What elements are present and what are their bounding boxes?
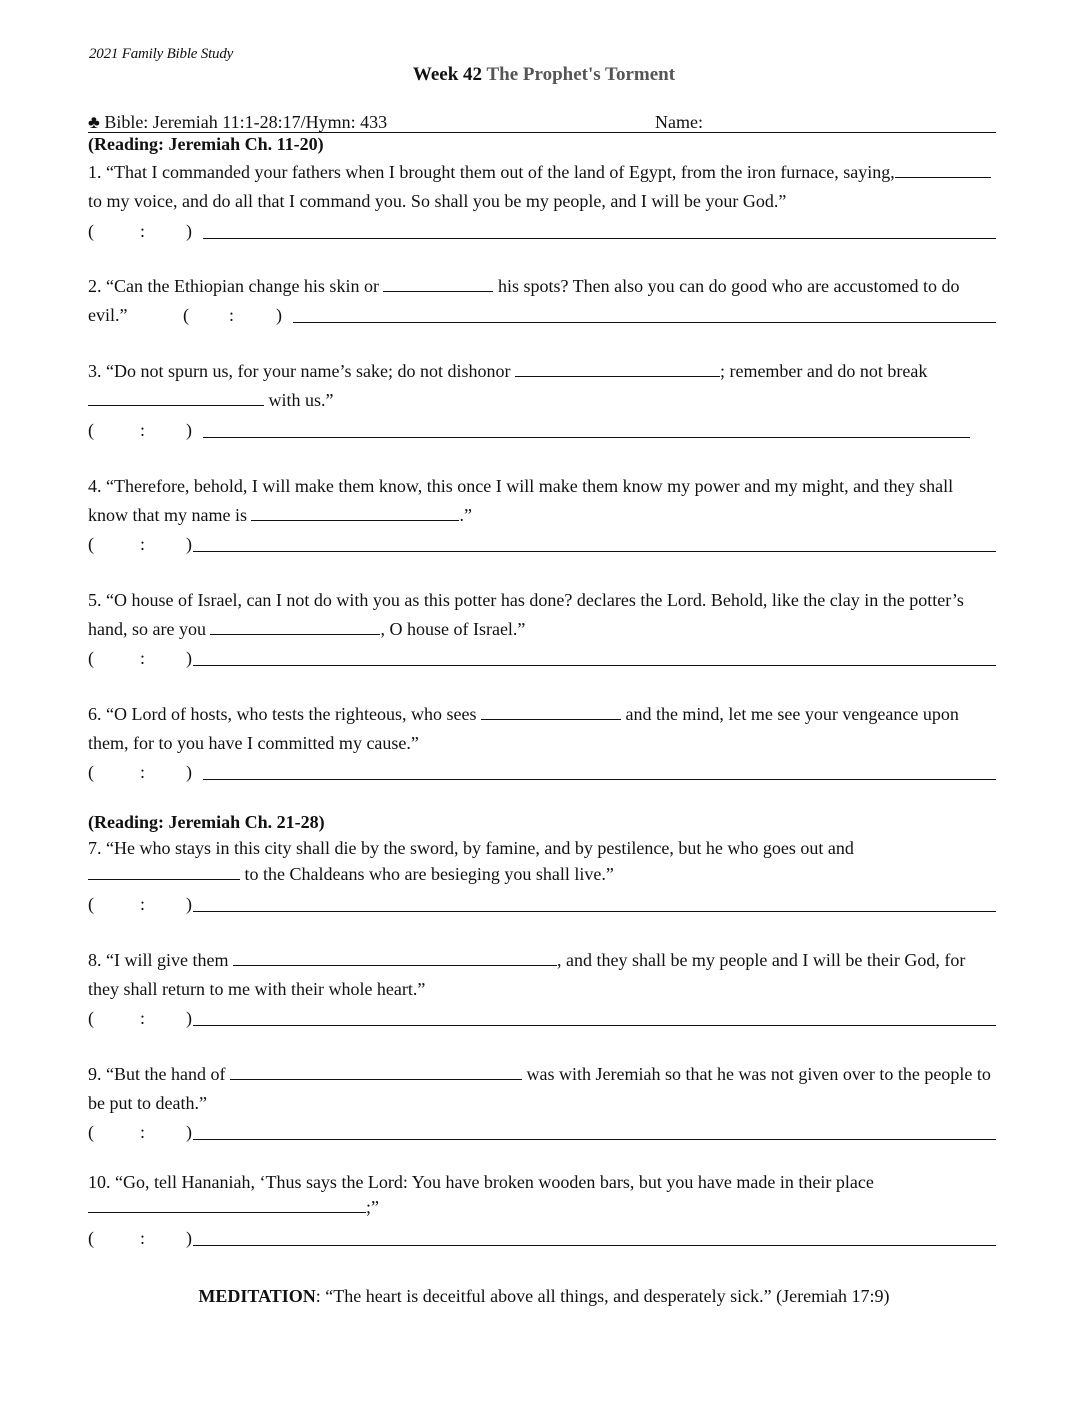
series-label: 2021 Family Bible Study	[89, 46, 234, 62]
verse-answer-line[interactable]	[203, 238, 996, 239]
close-paren: )	[186, 534, 192, 554]
reference-row	[88, 648, 996, 670]
question-text: with us.”	[264, 390, 334, 410]
open-paren: (	[88, 1008, 94, 1028]
colon: :	[140, 894, 146, 914]
bible-reference: ♣ Bible: Jeremiah 11:1-28:17/Hymn: 433	[88, 112, 388, 132]
name-label: Name:	[655, 112, 703, 132]
colon: :	[140, 221, 146, 241]
open-paren: (	[88, 894, 94, 914]
reference-row	[88, 1008, 996, 1030]
name-field[interactable]	[718, 114, 996, 134]
question-1	[88, 158, 996, 216]
question-text: 9. “But the hand of	[88, 1064, 230, 1084]
colon: :	[229, 305, 235, 325]
close-paren: )	[186, 762, 192, 782]
close-paren: )	[186, 648, 192, 668]
question-4	[88, 472, 996, 530]
verse-answer-line[interactable]	[193, 1245, 996, 1246]
close-paren: )	[186, 1228, 192, 1248]
question-text: 2. “Can the Ethiopian change his skin or	[88, 276, 384, 296]
section-heading-second: (Reading: Jeremiah Ch. 21-28)	[88, 812, 325, 832]
verse-answer-line[interactable]	[203, 437, 970, 438]
verse-answer-line[interactable]	[193, 665, 996, 666]
reference-row	[88, 762, 996, 784]
close-paren: )	[186, 221, 192, 241]
open-paren: (	[88, 1122, 94, 1142]
verse-answer-line[interactable]	[293, 322, 996, 323]
question-5	[88, 586, 996, 644]
question-10	[88, 1170, 996, 1219]
verse-answer-line[interactable]	[193, 1025, 996, 1026]
question-text: was with Jeremiah so that he was not given over to the people to be put to death.”	[88, 1064, 991, 1113]
answer-blank[interactable]	[88, 1194, 366, 1213]
section-heading-first: (Reading: Jeremiah Ch. 11-20)	[88, 134, 324, 154]
reference-row	[88, 1228, 996, 1250]
answer-blank[interactable]	[481, 701, 621, 720]
verse-answer-line[interactable]	[193, 911, 996, 912]
meditation-verse	[0, 1286, 1088, 1307]
question-text: 1. “That I commanded your fathers when I brought them out of the land of Egypt, from the iron furnace, saying,	[88, 162, 895, 182]
open-paren: (	[88, 1228, 94, 1248]
question-text: his spots? Then also you can do good who are accustomed to do evil.”	[88, 276, 960, 325]
colon: :	[140, 420, 146, 440]
question-text: and the mind, let me see your vengeance upon them, for to you have I committed my cause.”	[88, 704, 959, 753]
close-paren: )	[276, 305, 282, 325]
question-text: 6. “O Lord of hosts, who tests the righteous, who sees	[88, 704, 481, 724]
colon: :	[140, 762, 146, 782]
colon: :	[140, 1228, 146, 1248]
verse-answer-line[interactable]	[193, 1139, 996, 1140]
close-paren: )	[186, 1008, 192, 1028]
close-paren: )	[186, 420, 192, 440]
week-number: Week 42	[412, 64, 483, 85]
open-paren: (	[88, 420, 94, 440]
answer-blank[interactable]	[210, 616, 380, 635]
lesson-subtitle: The Prophet's Torment	[486, 64, 676, 85]
reference-row	[183, 305, 996, 327]
colon: :	[140, 534, 146, 554]
open-paren: (	[88, 648, 94, 668]
open-paren: (	[183, 305, 189, 325]
answer-blank[interactable]	[515, 358, 720, 377]
colon: :	[140, 1008, 146, 1028]
question-9	[88, 1060, 996, 1118]
question-text: to the Chaldeans who are besieging you shall live.”	[240, 864, 614, 884]
reference-row	[88, 894, 996, 916]
question-text: 10. “Go, tell Hananiah, ‘Thus says the Lord: You have broken wooden bars, but you have made in their place	[88, 1172, 874, 1192]
question-text: , and they shall be my people and I will be their God, for they shall return to me with their whole heart.”	[88, 950, 966, 999]
answer-blank[interactable]	[230, 1061, 522, 1080]
open-paren: (	[88, 762, 94, 782]
close-paren: )	[186, 894, 192, 914]
question-8	[88, 946, 996, 1004]
colon: :	[140, 1122, 146, 1142]
question-text: 5. “O house of Israel, can I not do with you as this potter has done? declares the Lord. Behold, like the clay in the potter’s hand, so are you	[88, 590, 964, 639]
open-paren: (	[88, 534, 94, 554]
close-paren: )	[186, 1122, 192, 1142]
page-title	[0, 64, 1088, 86]
question-text: 8. “I will give them	[88, 950, 233, 970]
reference-row	[88, 534, 996, 556]
open-paren: (	[88, 221, 94, 241]
question-text: to my voice, and do all that I command you. So shall you be my people, and I will be your God.”	[88, 191, 787, 211]
answer-blank[interactable]	[233, 947, 557, 966]
meditation-label: MEDITATION	[198, 1286, 316, 1306]
answer-blank[interactable]	[895, 159, 991, 178]
answer-blank[interactable]	[88, 861, 240, 880]
question-3	[88, 357, 996, 415]
question-text: ;”	[366, 1197, 379, 1217]
answer-blank[interactable]	[251, 502, 459, 521]
question-text: 7. “He who stays in this city shall die by the sword, by famine, and by pestilence, but he who goes out and	[88, 838, 854, 858]
question-text: 3. “Do not spurn us, for your name’s sake; do not dishonor	[88, 361, 515, 381]
verse-answer-line[interactable]	[203, 779, 996, 780]
meditation-text: : “The heart is deceitful above all things, and desperately sick.” (Jeremiah 17:9)	[315, 1286, 890, 1306]
reference-row	[88, 1122, 996, 1144]
question-6	[88, 700, 996, 758]
question-7	[88, 836, 996, 887]
question-text: , O house of Israel.”	[380, 619, 526, 639]
question-text: 4. “Therefore, behold, I will make them know, this once I will make them know my power and my might, and they shall know that my name is	[88, 476, 954, 525]
answer-blank[interactable]	[383, 273, 493, 292]
reference-row	[88, 420, 970, 442]
question-text: .”	[459, 505, 472, 525]
colon: :	[140, 648, 146, 668]
reference-row	[88, 221, 996, 243]
question-text: ; remember and do not break	[719, 361, 928, 381]
verse-answer-line[interactable]	[193, 551, 996, 552]
answer-blank[interactable]	[88, 387, 264, 406]
